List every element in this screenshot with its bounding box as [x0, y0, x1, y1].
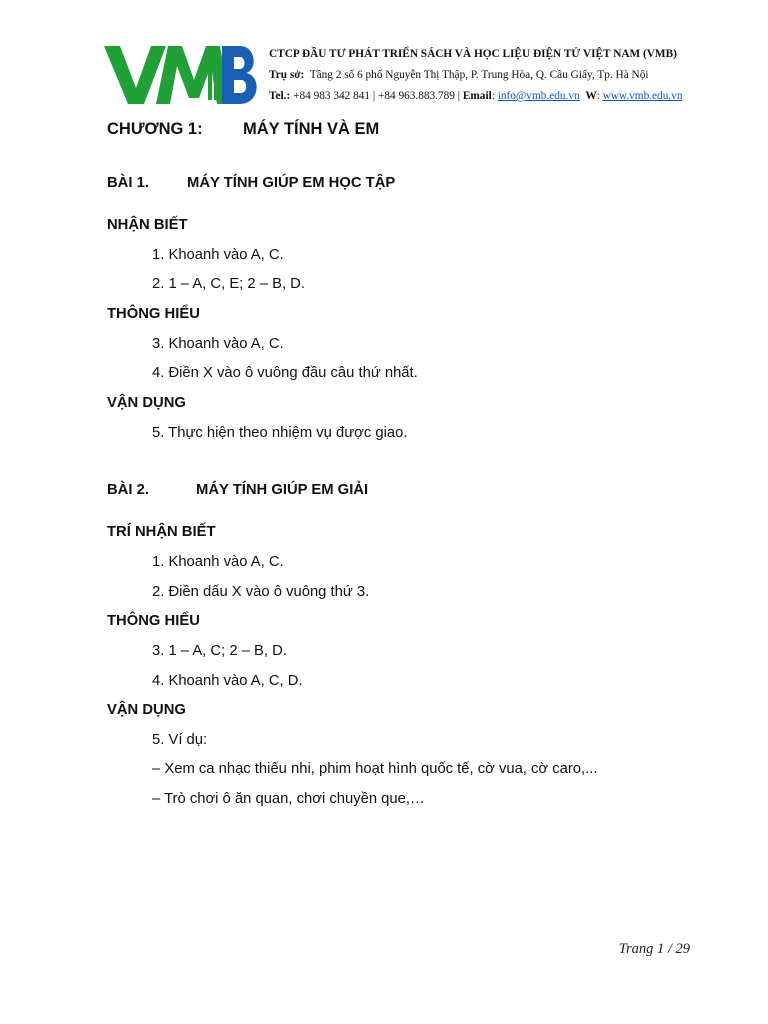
company-info: [269, 44, 709, 107]
section-heading: VẬN DỤNG: [107, 702, 186, 718]
answer-item: 3. 1 – A, C; 2 – B, D.: [152, 643, 287, 659]
page-number: Trang 1 / 29: [618, 941, 690, 957]
section-heading: TRÍ NHẬN BIẾT: [107, 524, 216, 540]
company-contact: Tel.: +84 983 342 841 | +84 963.883.789 | Email: info@vmb.edu.vn W: www.vmb.edu.vn: [269, 90, 683, 102]
lesson-2-heading: BÀI 2. MÁY TÍNH GIÚP EM GIẢI: [107, 482, 369, 498]
section-heading: THÔNG HIỂU: [107, 306, 200, 322]
answer-item: 5. Ví dụ:: [152, 732, 208, 748]
section-heading: NHẬN BIẾT: [107, 217, 188, 233]
section-heading: THÔNG HIỂU: [107, 613, 200, 629]
company-address: Trụ sở: Tầng 2 số 6 phố Nguyễn Thị Thập, P. Trung Hòa, Q. Cầu Giấy, Tp. Hà Nội: [269, 69, 649, 81]
answer-item: – Xem ca nhạc thiếu nhi, phim hoạt hình quốc tế, cờ vua, cờ caro,...: [152, 761, 598, 777]
answer-item: 5. Thực hiện theo nhiệm vụ được giao.: [152, 425, 408, 441]
answer-item: 4. Điền X vào ô vuông đầu câu thứ nhất.: [152, 365, 418, 381]
answer-item: 4. Khoanh vào A, C, D.: [152, 673, 303, 689]
answer-item: 3. Khoanh vào A, C.: [152, 336, 284, 352]
lesson-1-heading: BÀI 1. MÁY TÍNH GIÚP EM HỌC TẬP: [107, 175, 396, 191]
answer-item: – Trò chơi ô ăn quan, chơi chuyền que,…: [152, 791, 425, 807]
answer-item: 2. 1 – A, C, E; 2 – B, D.: [152, 276, 305, 292]
vmb-logo: [104, 44, 260, 106]
answer-item: 1. Khoanh vào A, C.: [152, 247, 284, 263]
answer-item: 2. Điền dấu X vào ô vuông thứ 3.: [152, 584, 370, 600]
chapter-heading: CHƯƠNG 1: MÁY TÍNH VÀ EM: [107, 120, 380, 138]
company-name: CTCP ĐẦU TƯ PHÁT TRIỂN SÁCH VÀ HỌC LIỆU ĐIỆN TỬ VIỆT NAM (VMB): [269, 48, 677, 60]
answer-item: 1. Khoanh vào A, C.: [152, 554, 284, 570]
email-link[interactable]: info@vmb.edu.vn: [497, 90, 580, 102]
section-heading: VẬN DỤNG: [107, 395, 186, 411]
website-link[interactable]: www.vmb.edu.vn: [602, 90, 683, 102]
letterhead: [104, 40, 704, 110]
